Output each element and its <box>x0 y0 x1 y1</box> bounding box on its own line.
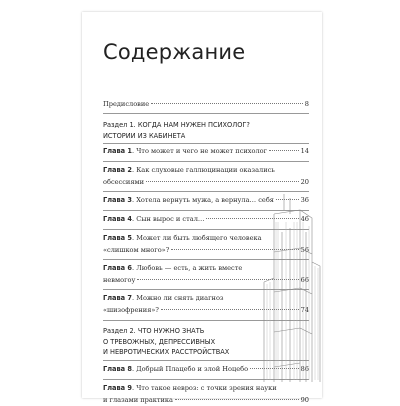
entry-page: 36 <box>300 196 309 204</box>
divider <box>103 113 309 114</box>
chapter-title: Может ли быть любящего человека <box>136 234 262 242</box>
chapter-title: Можно ли снять диагноз <box>136 294 224 302</box>
entry-page: 46 <box>300 215 309 223</box>
divider <box>103 143 309 144</box>
toc-entry-chapter-7[interactable]: Глава 7. Можно ли снять диагноз «шизофрения»? 74 <box>103 292 309 316</box>
toc-entry-chapter-6[interactable]: Глава 6. Любовь — есть, а жить вместе невмогоу 66 <box>103 262 309 286</box>
page-title: Содержание <box>103 40 246 64</box>
chapter-label: Глава 5 <box>103 234 132 242</box>
toc-entry-chapter-5[interactable]: Глава 5. Может ли быть любящего человека «слишком много»? 56 <box>103 232 309 256</box>
chapter-label: Глава 6 <box>103 264 132 272</box>
chapter-title: Хотела вернуть мужа, а вернула… себя <box>136 196 274 204</box>
chapter-title-cont: и глазами практика <box>103 396 173 405</box>
toc-entry-chapter-3[interactable]: Глава 3. Хотела вернуть мужа, а вернула… себя 36 <box>103 194 309 206</box>
dot-leader <box>269 150 299 151</box>
chapter-title: Что такое невроз: с точки зрения науки <box>136 384 277 392</box>
chapter-title: Сын вырос и стал… <box>136 215 205 223</box>
chapter-label: Глава 8 <box>103 365 132 373</box>
toc-entry-chapter-8[interactable]: Глава 8. Добрый Плацебо и злой Ноцебо 86 <box>103 363 309 375</box>
toc-entry-preface[interactable] <box>103 98 309 110</box>
chapter-title-cont: «слишком много»? <box>103 246 170 255</box>
chapter-title: Добрый Плацебо и злой Ноцебо <box>136 365 249 373</box>
toc-entry-chapter-9[interactable]: Глава 9. Что такое невроз: с точки зрения науки и глазами практика 90 <box>103 382 309 406</box>
chapter-title-cont: невмогоу <box>103 276 136 285</box>
chapter-title-cont: обсессиями <box>103 178 144 187</box>
chapter-label: Глава 9 <box>103 384 132 392</box>
chapter-title: Как слуховые галлюцинации оказались <box>136 166 275 174</box>
entry-page: 74 <box>300 306 309 315</box>
chapter-label: Глава 7 <box>103 294 132 302</box>
entry-page: 20 <box>300 178 309 187</box>
entry-page: 90 <box>300 396 309 405</box>
entry-page: 66 <box>300 276 309 285</box>
chapter-title: Любовь — есть, а жить вместе <box>136 264 243 272</box>
chapter-label: Глава 1 <box>103 147 132 155</box>
section-1-heading: Раздел 1. КОГДА НАМ НУЖЕН ПСИХОЛОГ? ИСТОРИИ ИЗ КАБИНЕТА <box>103 121 250 140</box>
entry-page: 14 <box>300 147 309 155</box>
dot-leader <box>146 181 299 182</box>
chapter-label: Глава 3 <box>103 196 132 204</box>
chapter-label: Глава 2 <box>103 166 132 174</box>
entry-page: 8 <box>304 100 309 108</box>
toc-entry-chapter-2[interactable]: Глава 2. Как слуховые галлюцинации оказались обсессиями 20 <box>103 164 309 188</box>
skyscraper-sketch <box>260 192 322 382</box>
toc-entry-chapter-1[interactable]: Глава 1. Что может и чего не может психолог 14 <box>103 145 309 157</box>
entry-label: Предисловие <box>103 100 150 108</box>
chapter-title-cont: «шизофрения»? <box>103 306 159 315</box>
chapter-label: Глава 4 <box>103 215 132 223</box>
entry-page: 86 <box>300 365 309 373</box>
chapter-title: Что может и чего не может психолог <box>136 147 268 155</box>
dot-leader <box>151 103 303 104</box>
toc-entry-chapter-4[interactable]: Глава 4. Сын вырос и стал… 46 <box>103 213 309 225</box>
section-2-heading: Раздел 2. ЧТО НУЖНО ЗНАТЬ О ТРЕВОЖНЫХ, ДЕПРЕССИВНЫХ И НЕВРОТИЧЕСКИХ РАССТРОЙСТВАХ <box>103 327 230 356</box>
book-page <box>82 12 322 405</box>
divider <box>103 161 309 162</box>
entry-page: 56 <box>300 246 309 255</box>
